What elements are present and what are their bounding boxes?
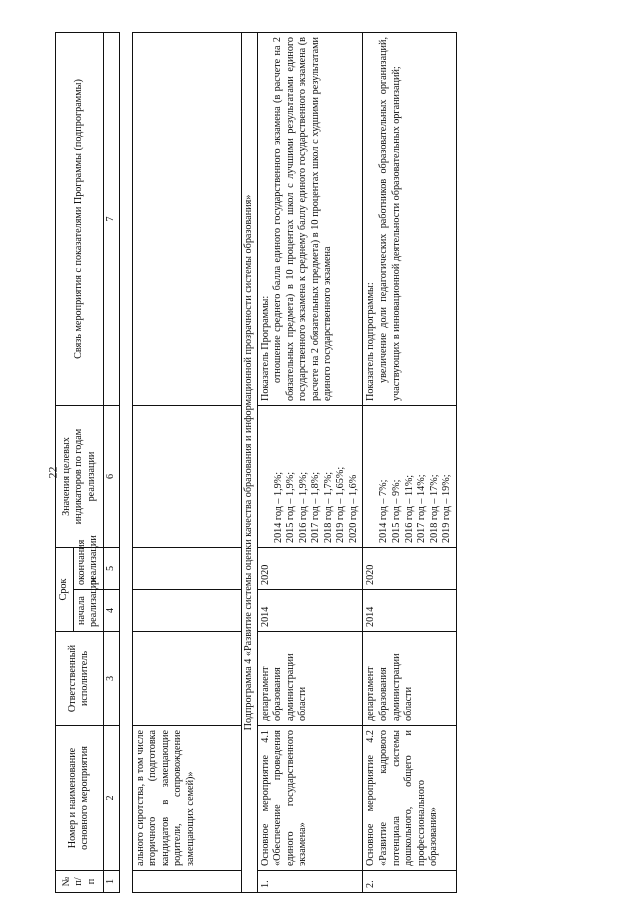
- continuation-name: ального сиротства, в том числе вторичного (подготовка кандидатов в замещающие родители, сопровождение замещающих семей)»: [132, 726, 241, 871]
- target-value: 2017 год – 1,8%;: [310, 471, 322, 543]
- row-name: Основное мероприятие 4.2 «Развитие кадрового потенциала системы дошкольного, общего и профессионального образования»: [363, 726, 456, 871]
- link-label: Показатель Программы:: [259, 295, 271, 401]
- page-number: 22: [45, 466, 60, 479]
- target-value: 2020 год – 1,6%: [347, 474, 359, 543]
- column-number: 2: [103, 726, 119, 871]
- target-value: 2017 год – 14%;: [416, 474, 428, 543]
- link-text: отношение среднего балла единого государственного экзамена (в расчете на 2 обязательных предмета) в 10 процентах школ с лучшими результатами единого государственного экзамена к среднему баллу единого государственного экзамена (в расчете на 2 обязательных предмета) в 10 процентах школ с худшими результатами единого государственного экзамена: [272, 37, 334, 401]
- table-gap: [119, 33, 132, 893]
- row-name: Основное мероприятие 4.1 «Обеспечение проведения единого государственного экзамена»: [257, 726, 363, 871]
- header-name: Номер и наименование основного мероприятия: [56, 726, 104, 871]
- row-targets: [363, 406, 456, 548]
- row-num: 1.: [257, 871, 363, 893]
- column-number: 7: [103, 33, 119, 406]
- row-link: [257, 33, 363, 406]
- section-title: Подпрограмма 4 «Развитие системы оценки качества образования и информационной прозрачности системы образования»: [241, 33, 257, 893]
- header-link: Связь мероприятия с показателями Программы (подпрограммы): [56, 33, 104, 406]
- link-text: увеличение доли педагогических работников образовательных организаций, участвующих в инновационной деятельности образовательных организаций;: [378, 37, 402, 401]
- row-start: 2014: [257, 590, 363, 632]
- table-row: [257, 33, 363, 893]
- table-row: [363, 33, 456, 893]
- target-value: 2015 год – 1,9%;: [285, 471, 297, 543]
- target-value: 2018 год – 17%;: [428, 474, 440, 543]
- section-row: [241, 33, 257, 893]
- row-executor: департамент образования администрации области: [257, 632, 363, 726]
- row-executor: департамент образования администрации области: [363, 632, 456, 726]
- target-value: 2014 год – 7%;: [378, 479, 390, 543]
- column-number: 6: [103, 406, 119, 548]
- column-number: 4: [103, 590, 119, 632]
- target-value: 2016 год – 11%;: [403, 474, 415, 543]
- measures-table: [55, 32, 457, 893]
- column-number: 1: [103, 871, 119, 893]
- target-value: 2014 год – 1,9%;: [272, 471, 284, 543]
- row-start: 2014: [363, 590, 456, 632]
- column-number: 3: [103, 632, 119, 726]
- header-term-start: начала реализации: [73, 590, 103, 632]
- row-end: 2020: [257, 548, 363, 590]
- target-value: 2019 год – 19%;: [441, 474, 453, 543]
- column-number: 5: [103, 548, 119, 590]
- header-term-end: окончания реализации: [73, 548, 103, 590]
- continuation-row: [132, 33, 241, 893]
- row-link: [363, 33, 456, 406]
- target-value: 2019 год – 1,65%;: [335, 466, 347, 543]
- row-end: 2020: [363, 548, 456, 590]
- target-value: 2015 год – 9%;: [391, 479, 403, 543]
- row-targets: [257, 406, 363, 548]
- header-targets: Значения целевых индикаторов по годам реализации: [56, 406, 104, 548]
- target-value: 2018 год – 1,7%;: [322, 471, 334, 543]
- header-num: № п/п: [56, 871, 104, 893]
- column-numbers-row: [103, 33, 119, 893]
- link-label: Показатель подпрограммы:: [365, 282, 377, 401]
- rotated-table-area: [55, 33, 610, 893]
- target-value: 2016 год – 1,9%;: [297, 471, 309, 543]
- header-executor: Ответственный исполнитель: [56, 632, 104, 726]
- row-num: 2.: [363, 871, 456, 893]
- header-term: Срок: [56, 548, 74, 632]
- header-row-1: [56, 33, 74, 893]
